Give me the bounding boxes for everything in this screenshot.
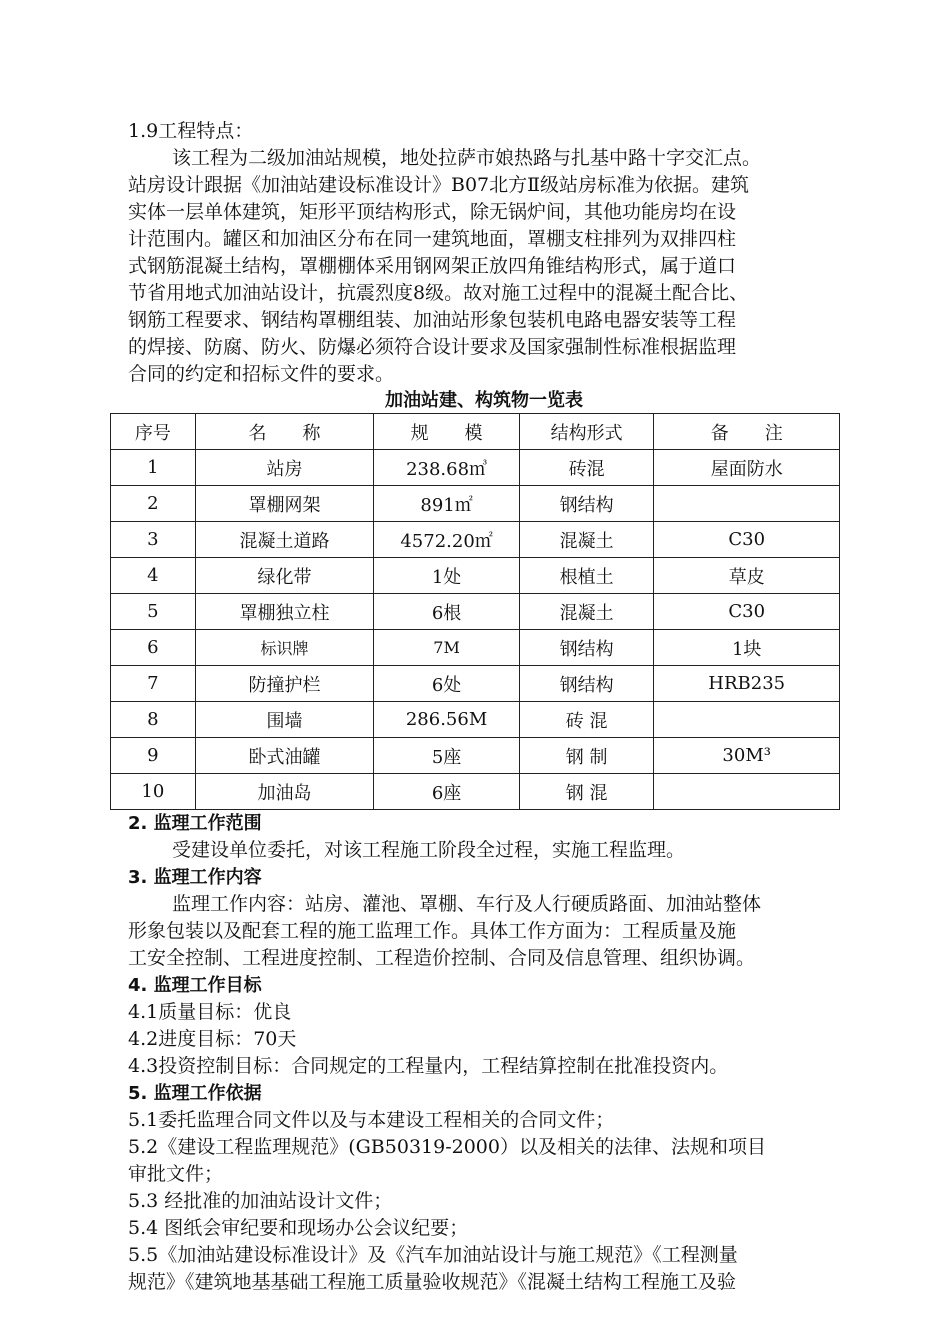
- list-item: 5.2《建设工程监理规范》(GB50319-2000）以及相关的法律、法规和项目: [128, 1136, 766, 1158]
- header-cell: 序号: [111, 414, 196, 450]
- table-cell: [654, 702, 840, 738]
- paragraph-line: 计范围内。罐区和加油区分布在同一建筑地面，罩棚支柱排列为双排四柱: [128, 228, 737, 250]
- list-item: 4.1质量目标：优良: [128, 1001, 292, 1023]
- structures-table: [110, 413, 840, 810]
- table-cell: 绿化带: [195, 558, 373, 594]
- table-cell: 混凝土: [519, 594, 654, 630]
- table-cell: 3: [111, 522, 196, 558]
- paragraph-line: 实体一层单体建筑，矩形平顶结构形式，除无锅炉间，其他功能房均在设: [128, 201, 737, 223]
- table-cell: 防撞护栏: [195, 666, 373, 702]
- table-cell: 混凝土道路: [195, 522, 373, 558]
- table-cell: 6座: [374, 774, 520, 810]
- table-title: 加油站建、构筑物一览表: [385, 390, 583, 411]
- table-cell: 1处: [374, 558, 520, 594]
- table-row: [111, 738, 840, 774]
- table-cell: 7M: [374, 630, 520, 666]
- table-cell: 8: [111, 702, 196, 738]
- table-cell: 卧式油罐: [195, 738, 373, 774]
- paragraph-line: 受建设单位委托，对该工程施工阶段全过程，实施工程监理。: [172, 839, 686, 861]
- header-cell: 结构形式: [519, 414, 654, 450]
- paragraph-line: 工安全控制、工程进度控制、工程造价控制、合同及信息管理、组织协调。: [128, 947, 756, 969]
- table-cell: C30: [654, 522, 840, 558]
- list-item: 5.4 图纸会审纪要和现场办公会议纪要；: [128, 1217, 469, 1239]
- list-item: 5.1委托监理合同文件以及与本建设工程相关的合同文件；: [128, 1109, 615, 1131]
- paragraph-line: 该工程为二级加油站规模，地处拉萨市娘热路与扎基中路十字交汇点。: [172, 147, 762, 169]
- table-cell: [654, 486, 840, 522]
- list-item: 5.3 经批准的加油站设计文件；: [128, 1190, 393, 1212]
- paragraph-line: 式钢筋混凝土结构，罩棚棚体采用钢网架正放四角锥结构形式，属于道口: [128, 255, 737, 277]
- list-item: 规范》《建筑地基基础工程施工质量验收规范》《混凝土结构工程施工及验: [128, 1271, 737, 1293]
- table-row: [111, 522, 840, 558]
- paragraph-line: 合同的约定和招标文件的要求。: [128, 363, 395, 385]
- table-cell: 钢结构: [519, 630, 654, 666]
- table-cell: 6: [111, 630, 196, 666]
- section-1-9-heading: 1.9工程特点：: [128, 120, 254, 142]
- paragraph-line: 的焊接、防腐、防火、防爆必须符合设计要求及国家强制性标准根据监理: [128, 336, 737, 358]
- table-cell: 根植土: [519, 558, 654, 594]
- list-item: 4.2进度目标：70天: [128, 1028, 297, 1050]
- table-cell: 1: [111, 450, 196, 486]
- table-cell: 草皮: [654, 558, 840, 594]
- table-cell: 罩棚独立柱: [195, 594, 373, 630]
- table-row: [111, 666, 840, 702]
- list-item: 5.5《加油站建设标准设计》及《汽车加油站设计与施工规范》《工程测量: [128, 1244, 738, 1266]
- table-cell: 2: [111, 486, 196, 522]
- table-cell: 标识牌: [195, 630, 373, 666]
- paragraph-line: 站房设计跟据《加油站建设标准设计》B07北方Ⅱ级站房标准为依据。建筑: [128, 174, 750, 196]
- table-cell: 4: [111, 558, 196, 594]
- table-cell: [654, 774, 840, 810]
- table-cell: 加油岛: [195, 774, 373, 810]
- section-4-heading: 4. 监理工作目标: [128, 975, 262, 996]
- paragraph-line: 形象包装以及配套工程的施工监理工作。具体工作方面为：工程质量及施: [128, 920, 737, 942]
- table-cell: 891㎡: [374, 486, 520, 522]
- list-item: 审批文件；: [128, 1163, 224, 1185]
- table-cell: 屋面防水: [654, 450, 840, 486]
- table-cell: 1块: [654, 630, 840, 666]
- table-cell: 5座: [374, 738, 520, 774]
- section-5-heading: 5. 监理工作依据: [128, 1083, 262, 1104]
- table-cell: 钢结构: [519, 486, 654, 522]
- document-page: [128, 118, 840, 1296]
- header-cell: 备 注: [654, 414, 840, 450]
- table-cell: 钢 制: [519, 738, 654, 774]
- table-row: [111, 774, 840, 810]
- table-cell: 钢结构: [519, 666, 654, 702]
- table-row: [111, 702, 840, 738]
- table-cell: 砖混: [519, 450, 654, 486]
- section-3-heading: 3. 监理工作内容: [128, 867, 262, 888]
- paragraph-line: 节省用地式加油站设计，抗震烈度8级。故对施工过程中的混凝土配合比、: [128, 282, 749, 304]
- header-cell: 名 称: [195, 414, 373, 450]
- table-cell: C30: [654, 594, 840, 630]
- table-cell: 5: [111, 594, 196, 630]
- table-cell: 6根: [374, 594, 520, 630]
- paragraph-line: 监理工作内容：站房、灌池、罩棚、车行及人行硬质路面、加油站整体: [172, 893, 762, 915]
- table-cell: 238.68㎥: [374, 450, 520, 486]
- table-row: [111, 558, 840, 594]
- header-cell: 规 模: [374, 414, 520, 450]
- table-row: [111, 450, 840, 486]
- list-item: 4.3投资控制目标：合同规定的工程量内，工程结算控制在批准投资内。: [128, 1055, 729, 1077]
- table-cell: 10: [111, 774, 196, 810]
- table-cell: 混凝土: [519, 522, 654, 558]
- paragraph-line: 钢筋工程要求、钢结构罩棚组装、加油站形象包装机电路电器安装等工程: [128, 309, 737, 331]
- section-2-heading: 2. 监理工作范围: [128, 813, 262, 834]
- table-row: [111, 630, 840, 666]
- table-header-row: [111, 414, 840, 450]
- table-cell: 站房: [195, 450, 373, 486]
- table-cell: 罩棚网架: [195, 486, 373, 522]
- table-cell: 砖 混: [519, 702, 654, 738]
- table-cell: 钢 混: [519, 774, 654, 810]
- table-cell: 6处: [374, 666, 520, 702]
- table-cell: 286.56M: [374, 702, 520, 738]
- table-cell: 30M³: [654, 738, 840, 774]
- table-cell: 7: [111, 666, 196, 702]
- table-cell: 围墙: [195, 702, 373, 738]
- table-row: [111, 594, 840, 630]
- table-cell: HRB235: [654, 666, 840, 702]
- table-row: [111, 486, 840, 522]
- table-cell: 9: [111, 738, 196, 774]
- table-cell: 4572.20㎡: [374, 522, 520, 558]
